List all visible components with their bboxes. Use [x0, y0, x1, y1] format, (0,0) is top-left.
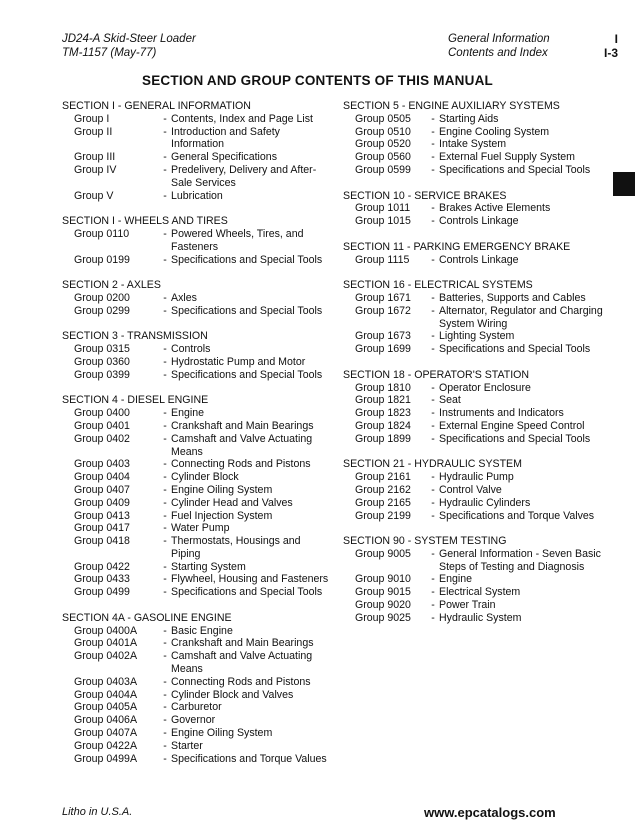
group-row [62, 151, 332, 164]
dash-separator: - [163, 752, 167, 765]
group-row [62, 356, 332, 369]
group-number: Group 9020 [355, 599, 411, 612]
group-row [343, 254, 615, 267]
group-description: Engine [439, 573, 472, 586]
group-description: Specifications and Special Tools [439, 163, 591, 176]
group-description: Controls [171, 343, 211, 356]
group-row [343, 433, 615, 446]
group-number: Group 0407 [74, 483, 130, 496]
group-number: Group IV [74, 163, 117, 176]
group-row [62, 484, 332, 497]
group-number: Group 0402A [74, 650, 138, 663]
group-row [343, 548, 615, 574]
group-row [62, 714, 332, 727]
group-number: Group 0299 [74, 304, 130, 317]
group-number: Group 1821 [355, 394, 411, 407]
group-number: Group 0422 [74, 560, 130, 573]
group-row [62, 727, 332, 740]
group-description: Water Pump [171, 522, 230, 535]
dash-separator: - [431, 573, 435, 586]
dash-separator: - [431, 407, 435, 420]
dash-separator: - [163, 291, 167, 304]
group-number: Group 1699 [355, 343, 411, 356]
group-description: Hydraulic System [439, 611, 522, 624]
dash-separator: - [431, 253, 435, 266]
group-number: Group 0200 [74, 291, 130, 304]
section-title: SECTION 5 - ENGINE AUXILIARY SYSTEMS [343, 100, 560, 112]
group-description: Crankshaft and Main Bearings [171, 637, 314, 650]
group-row [62, 407, 332, 420]
group-description: External Fuel Supply System [439, 151, 576, 164]
footer-website: www.epcatalogs.com [424, 805, 556, 820]
group-row [62, 701, 332, 714]
dash-separator: - [431, 496, 435, 509]
dash-separator: - [431, 215, 435, 228]
group-row [62, 305, 332, 318]
group-number: Group 0418 [74, 535, 130, 548]
section-block [343, 241, 615, 267]
dash-separator: - [163, 573, 167, 586]
group-row [343, 497, 615, 510]
group-description: Specifications and Special Tools [171, 304, 323, 317]
group-description: Basic Engine [171, 624, 233, 637]
group-description: Power Train [439, 599, 496, 612]
group-name: Contents and Index [448, 47, 548, 59]
group-row [343, 126, 615, 139]
section-block [343, 190, 615, 228]
group-number: Group 0405A [74, 701, 138, 714]
group-description: Specifications and Special Tools [439, 343, 591, 356]
group-description: Alternator, Regulator and Charging System Wiring [439, 304, 603, 330]
dash-separator: - [431, 343, 435, 356]
section-block [62, 279, 332, 317]
group-number: Group 0510 [355, 125, 411, 138]
group-row [62, 254, 332, 267]
dash-separator: - [163, 189, 167, 202]
group-row [62, 420, 332, 433]
group-number: Group 1810 [355, 381, 411, 394]
group-number: Group 0403A [74, 675, 138, 688]
manual-number: TM-1157 (May-77) [62, 47, 157, 59]
group-row [62, 573, 332, 586]
dash-separator: - [163, 535, 167, 548]
section-title: SECTION 16 - ELECTRICAL SYSTEMS [343, 279, 533, 292]
group-row [62, 561, 332, 574]
group-description: Hydraulic Pump [439, 471, 514, 484]
group-number: Group 0406A [74, 714, 138, 727]
group-row [62, 292, 332, 305]
dash-separator: - [431, 586, 435, 599]
group-description: Predelivery, Delivery and After-Sale Services [171, 163, 317, 189]
group-row [343, 164, 615, 177]
group-description: Crankshaft and Main Bearings [171, 419, 314, 432]
group-row [62, 369, 332, 382]
section-title: SECTION 18 - OPERATOR'S STATION [343, 368, 530, 381]
group-row [62, 586, 332, 599]
group-number: Group 2199 [355, 509, 411, 522]
group-number: Group 0422A [74, 739, 138, 752]
group-number: Group 1899 [355, 432, 411, 445]
group-number: Group 0401A [74, 637, 138, 650]
group-row [343, 471, 615, 484]
group-description: Batteries, Supports and Cables [439, 291, 586, 304]
group-description: Specifications and Special Tools [171, 253, 323, 266]
group-number: Group 0404A [74, 688, 138, 701]
group-row [343, 394, 615, 407]
section-title: SECTION 2 - AXLES [62, 279, 161, 292]
group-description: Axles [171, 291, 197, 304]
group-number: Group V [74, 189, 114, 202]
dash-separator: - [431, 125, 435, 138]
section-thumb-tab [613, 172, 635, 196]
section-title: SECTION 4 - DIESEL ENGINE [62, 394, 209, 407]
left-contents-column [62, 100, 332, 778]
dash-separator: - [163, 419, 167, 432]
group-number: Group 9005 [355, 547, 411, 560]
dash-separator: - [163, 471, 167, 484]
dash-separator: - [431, 599, 435, 612]
section-block [62, 215, 332, 266]
group-number: Group 0409 [74, 496, 130, 509]
dash-separator: - [163, 151, 167, 164]
group-number: Group 0499A [74, 752, 138, 765]
group-number: Group 0505 [355, 112, 411, 125]
dash-separator: - [431, 547, 435, 560]
group-number: Group II [74, 125, 113, 138]
dash-separator: - [163, 483, 167, 496]
group-description: Controls Linkage [439, 215, 519, 228]
group-row [62, 497, 332, 510]
footer-litho: Litho in U.S.A. [62, 806, 133, 818]
section-block [62, 330, 332, 381]
group-number: Group 0560 [355, 151, 411, 164]
group-description: Flywheel, Housing and Fasteners [171, 573, 329, 586]
dash-separator: - [163, 227, 167, 240]
group-description: Lighting System [439, 330, 515, 343]
group-number: Group I [74, 112, 110, 125]
group-row [62, 343, 332, 356]
group-row [343, 510, 615, 523]
group-description: External Engine Speed Control [439, 419, 585, 432]
dash-separator: - [431, 394, 435, 407]
dash-separator: - [163, 701, 167, 714]
section-title: SECTION 10 - SERVICE BRAKES [343, 189, 507, 202]
group-description: Operator Enclosure [439, 381, 531, 394]
group-number: Group 1115 [355, 253, 410, 266]
section-number: I [614, 32, 618, 46]
group-number: Group 0433 [74, 573, 130, 586]
group-number: Group 0315 [74, 343, 130, 356]
dash-separator: - [431, 202, 435, 215]
group-row [343, 573, 615, 586]
dash-separator: - [431, 509, 435, 522]
dash-separator: - [163, 637, 167, 650]
dash-separator: - [163, 304, 167, 317]
group-number: Group 0403 [74, 458, 130, 471]
group-description: Camshaft and Valve Actuating Means [171, 650, 313, 676]
group-description: Brakes Active Elements [439, 202, 551, 215]
dash-separator: - [163, 624, 167, 637]
group-number: Group 0413 [74, 509, 130, 522]
group-description: Engine Cooling System [439, 125, 550, 138]
dash-separator: - [163, 714, 167, 727]
section-title: SECTION 4A - GASOLINE ENGINE [62, 611, 232, 624]
group-number: Group 0399 [74, 368, 130, 381]
dash-separator: - [163, 739, 167, 752]
group-row [343, 113, 615, 126]
group-row [62, 458, 332, 471]
group-number: Group 9010 [355, 573, 411, 586]
group-description: Carburetor [171, 701, 222, 714]
group-description: Powered Wheels, Tires, and Fasteners [171, 227, 304, 253]
group-number: Group 1011 [355, 202, 411, 215]
group-row [343, 612, 615, 625]
section-block [343, 279, 615, 356]
group-description: Engine [171, 407, 204, 420]
group-row [343, 330, 615, 343]
group-row [343, 407, 615, 420]
group-row [62, 433, 332, 459]
group-row [62, 740, 332, 753]
group-number: Group 0499 [74, 586, 130, 599]
dash-separator: - [163, 509, 167, 522]
group-row [343, 215, 615, 228]
group-number: Group 0400 [74, 407, 130, 420]
group-description: Thermostats, Housings and Piping [171, 535, 301, 560]
group-description: Cylinder Block and Valves [171, 688, 294, 701]
group-description: Lubrication [171, 189, 223, 202]
dash-separator: - [163, 163, 167, 176]
group-number: Group 1824 [355, 419, 411, 432]
group-row [343, 292, 615, 305]
dash-separator: - [431, 151, 435, 164]
dash-separator: - [431, 419, 435, 432]
group-number: Group 9025 [355, 611, 411, 624]
group-description: Hydraulic Cylinders [439, 496, 531, 509]
header-right [448, 32, 550, 60]
group-row [343, 599, 615, 612]
group-number: Group 0110 [74, 227, 130, 240]
dash-separator: - [163, 432, 167, 445]
dash-separator: - [163, 112, 167, 125]
group-description: General Information - Seven Basic Steps of Testing and Diagnosis [439, 547, 601, 573]
group-description: Connecting Rods and Pistons [171, 675, 311, 688]
section-name: General Information [448, 33, 550, 45]
group-row [62, 190, 332, 203]
group-description: Specifications and Special Tools [171, 368, 323, 381]
section-title: SECTION I - GENERAL INFORMATION [62, 100, 251, 112]
section-block [343, 100, 615, 177]
group-number: Group 2165 [355, 496, 411, 509]
dash-separator: - [431, 163, 435, 176]
group-row [62, 471, 332, 484]
group-number: Group 2161 [355, 471, 411, 484]
group-row [62, 753, 332, 766]
dash-separator: - [431, 304, 435, 317]
group-description: Specifications and Torque Values [171, 752, 327, 765]
group-description: Hydrostatic Pump and Motor [171, 355, 306, 368]
section-title: SECTION I - WHEELS AND TIRES [62, 215, 228, 228]
dash-separator: - [163, 458, 167, 471]
group-number: Group 1673 [355, 330, 411, 343]
group-description: Governor [171, 714, 216, 727]
group-number: Group 0199 [74, 253, 130, 266]
group-number: Group 0417 [74, 522, 130, 535]
dash-separator: - [163, 727, 167, 740]
group-description: Controls Linkage [439, 253, 519, 266]
group-description: Starter [171, 739, 203, 752]
group-row [62, 625, 332, 638]
group-number: Group 0360 [74, 355, 130, 368]
group-row [62, 113, 332, 126]
dash-separator: - [163, 343, 167, 356]
group-number: Group 0599 [355, 163, 411, 176]
group-row [62, 228, 332, 254]
group-row [62, 535, 332, 561]
group-description: Connecting Rods and Pistons [171, 458, 311, 471]
dash-separator: - [163, 688, 167, 701]
group-number: Group 1015 [355, 215, 411, 228]
section-block [62, 612, 332, 766]
section-title: SECTION 21 - HYDRAULIC SYSTEM [343, 458, 522, 471]
dash-separator: - [431, 381, 435, 394]
section-block [343, 535, 615, 625]
group-row [343, 151, 615, 164]
group-description: Camshaft and Valve Actuating Means [171, 432, 313, 458]
group-number: Group 0402 [74, 432, 130, 445]
group-description: Intake System [439, 138, 507, 151]
dash-separator: - [431, 483, 435, 496]
group-row [343, 420, 615, 433]
group-row [343, 343, 615, 356]
group-number: Group 0401 [74, 419, 130, 432]
group-description: Introduction and Safety Information [171, 125, 280, 151]
group-description: Cylinder Head and Valves [171, 496, 293, 509]
section-title: SECTION 11 - PARKING EMERGENCY BRAKE [343, 240, 571, 253]
group-number: Group 9015 [355, 586, 411, 599]
dash-separator: - [163, 253, 167, 266]
group-description: Engine Oiling System [171, 727, 273, 740]
header-left [62, 32, 196, 60]
dash-separator: - [431, 112, 435, 125]
dash-separator: - [163, 560, 167, 573]
group-description: General Specifications [171, 151, 277, 164]
dash-separator: - [431, 330, 435, 343]
page-title: SECTION AND GROUP CONTENTS OF THIS MANUAL [142, 73, 493, 88]
group-description: Starting System [171, 560, 246, 573]
dash-separator: - [431, 138, 435, 151]
dash-separator: - [163, 522, 167, 535]
dash-separator: - [431, 471, 435, 484]
group-row [62, 637, 332, 650]
group-row [62, 522, 332, 535]
group-description: Starting Aids [439, 112, 499, 125]
group-description: Contents, Index and Page List [171, 112, 313, 125]
dash-separator: - [431, 432, 435, 445]
section-block [343, 369, 615, 446]
group-description: Specifications and Special Tools [171, 586, 323, 599]
group-row [343, 484, 615, 497]
group-description: Instruments and Indicators [439, 407, 564, 420]
section-block [62, 394, 332, 599]
dash-separator: - [163, 650, 167, 663]
group-number: Group 2162 [355, 483, 411, 496]
group-number: Group 0400A [74, 624, 138, 637]
group-number: Group 1672 [355, 304, 411, 317]
dash-separator: - [163, 368, 167, 381]
dash-separator: - [163, 496, 167, 509]
group-number: Group III [74, 151, 116, 164]
group-description: Fuel Injection System [171, 509, 273, 522]
group-row [62, 510, 332, 523]
group-row [62, 164, 332, 190]
group-number: Group 0407A [74, 727, 138, 740]
group-row [62, 650, 332, 676]
dash-separator: - [163, 675, 167, 688]
group-row [62, 689, 332, 702]
dash-separator: - [431, 291, 435, 304]
group-row [62, 126, 332, 152]
group-row [343, 305, 615, 331]
group-number: Group 0520 [355, 138, 411, 151]
dash-separator: - [163, 586, 167, 599]
section-title: SECTION 90 - SYSTEM TESTING [343, 535, 507, 548]
group-description: Seat [439, 394, 461, 407]
group-number: Group 1823 [355, 407, 411, 420]
page-number: I-3 [603, 46, 618, 60]
group-number: Group 0404 [74, 471, 130, 484]
group-row [62, 676, 332, 689]
group-description: Cylinder Block [171, 471, 239, 484]
group-row [343, 586, 615, 599]
group-row [343, 138, 615, 151]
group-description: Electrical System [439, 586, 521, 599]
section-block [62, 100, 332, 202]
group-description: Specifications and Special Tools [439, 432, 591, 445]
dash-separator: - [163, 125, 167, 138]
group-description: Control Valve [439, 483, 502, 496]
dash-separator: - [163, 407, 167, 420]
section-title: SECTION 3 - TRANSMISSION [62, 330, 208, 343]
group-number: Group 1671 [355, 291, 411, 304]
dash-separator: - [163, 355, 167, 368]
dash-separator: - [431, 611, 435, 624]
manual-title: JD24-A Skid-Steer Loader [62, 33, 196, 45]
group-description: Engine Oiling System [171, 483, 273, 496]
right-contents-column [343, 100, 615, 637]
group-description: Specifications and Torque Valves [439, 509, 595, 522]
group-row [343, 202, 615, 215]
page-number-block [604, 32, 618, 60]
section-block [343, 458, 615, 522]
group-row [343, 382, 615, 395]
